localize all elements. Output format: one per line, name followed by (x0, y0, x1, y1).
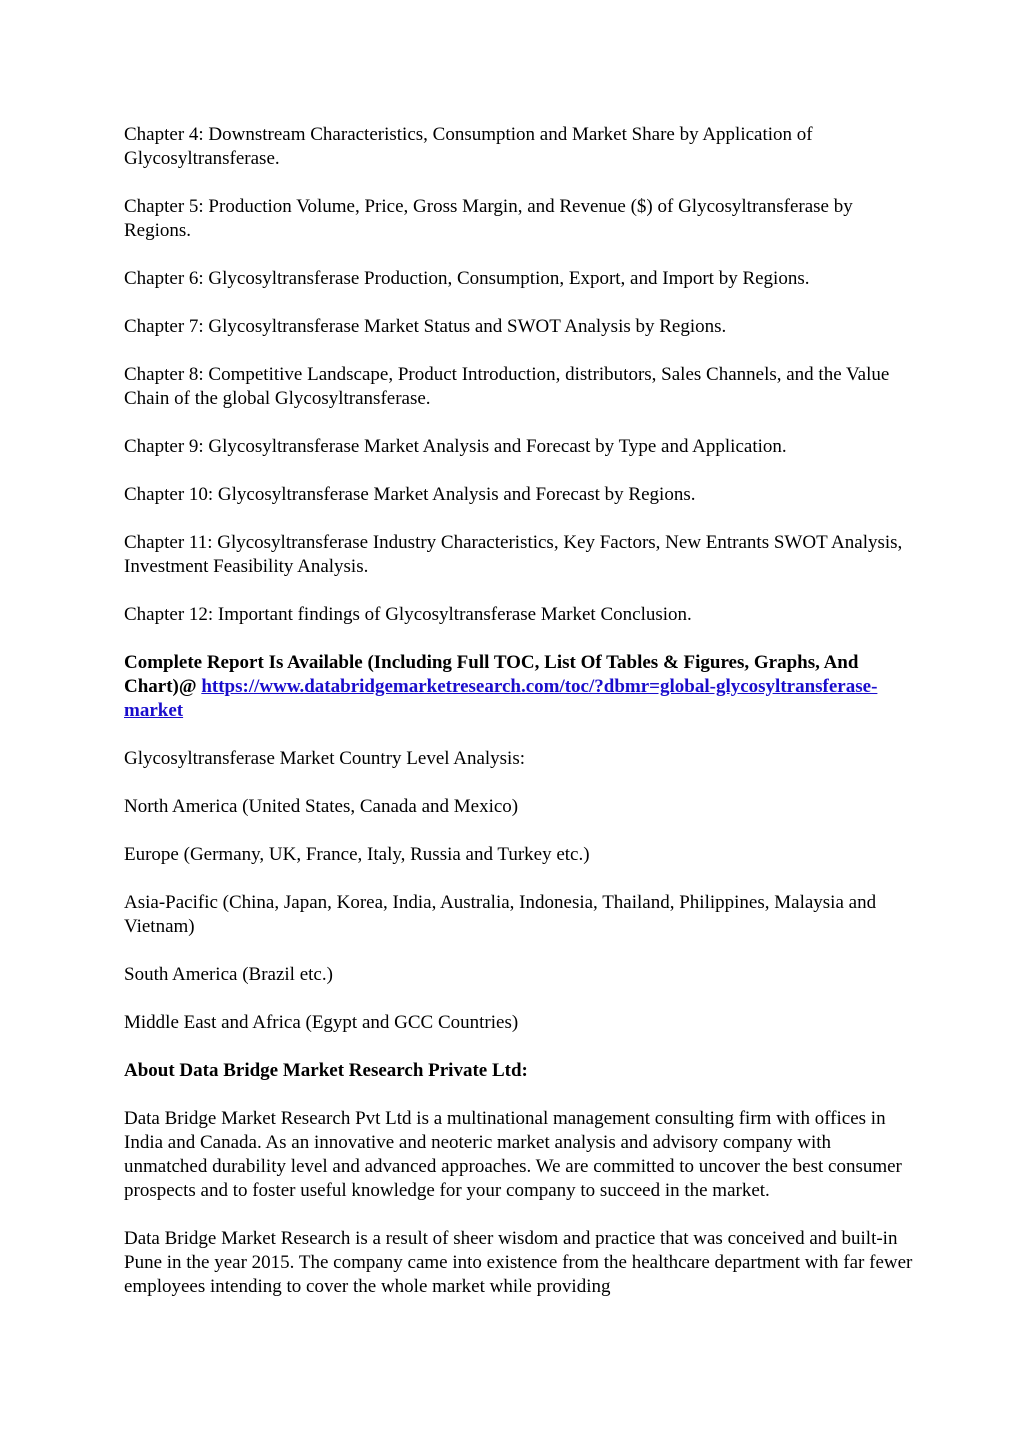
region-europe: Europe (Germany, UK, France, Italy, Russia and Turkey etc.) (124, 844, 590, 865)
chapter-12: Chapter 12: Important findings of Glycosyltransferase Market Conclusion. (124, 604, 692, 625)
report-availability-paragraph (124, 651, 914, 723)
region-north-america: North America (United States, Canada and Mexico) (124, 796, 519, 817)
report-availability-text: Complete Report Is Available (Including Full TOC, List Of Tables & Figures, Graphs, And Chart)@ (124, 652, 859, 697)
chapter-7: Chapter 7: Glycosyltransferase Market Status and SWOT Analysis by Regions. (124, 316, 727, 337)
chapter-5: Chapter 5: Production Volume, Price, Gross Margin, and Revenue ($) of Glycosyltransferase by Regions. (124, 196, 853, 241)
chapter-11: Chapter 11: Glycosyltransferase Industry Characteristics, Key Factors, New Entrants SWOT Analysis, Investment Feasibility Analysis. (124, 532, 903, 577)
chapter-10: Chapter 10: Glycosyltransferase Market Analysis and Forecast by Regions. (124, 484, 696, 505)
report-toc-link[interactable]: https://www.databridgemarketresearch.com/toc/?dbmr=global-glycosyltransferase-market (124, 676, 878, 721)
about-paragraph-1: Data Bridge Market Research Pvt Ltd is a multinational management consulting firm with offices in India and Canada. As an innovative and neoteric market analysis and advisory company with unmatched durability level and advanced approaches. We are committed to uncover the best consumer prospects and to foster useful knowledge for your company to succeed in the market. (124, 1108, 902, 1201)
document-page (124, 123, 914, 1323)
chapter-6: Chapter 6: Glycosyltransferase Production, Consumption, Export, and Import by Regions. (124, 268, 810, 289)
region-middle-east-africa: Middle East and Africa (Egypt and GCC Countries) (124, 1012, 519, 1033)
chapter-4: Chapter 4: Downstream Characteristics, Consumption and Market Share by Application of Glycosyltransferase. (124, 124, 813, 169)
region-south-america: South America (Brazil etc.) (124, 964, 333, 985)
region-asia-pacific: Asia-Pacific (China, Japan, Korea, India, Australia, Indonesia, Thailand, Philippines, Malaysia and Vietnam) (124, 892, 877, 937)
about-paragraph-2: Data Bridge Market Research is a result of sheer wisdom and practice that was conceived and built-in Pune in the year 2015. The company came into existence from the healthcare department with far fewer employees intending to cover the whole market while providing (124, 1228, 913, 1297)
country-analysis-heading: Glycosyltransferase Market Country Level Analysis: (124, 748, 526, 769)
chapter-8: Chapter 8: Competitive Landscape, Product Introduction, distributors, Sales Channels, and the Value Chain of the global Glycosyltransferase. (124, 364, 890, 409)
chapter-9: Chapter 9: Glycosyltransferase Market Analysis and Forecast by Type and Application. (124, 436, 787, 457)
about-heading: About Data Bridge Market Research Private Ltd: (124, 1060, 528, 1081)
